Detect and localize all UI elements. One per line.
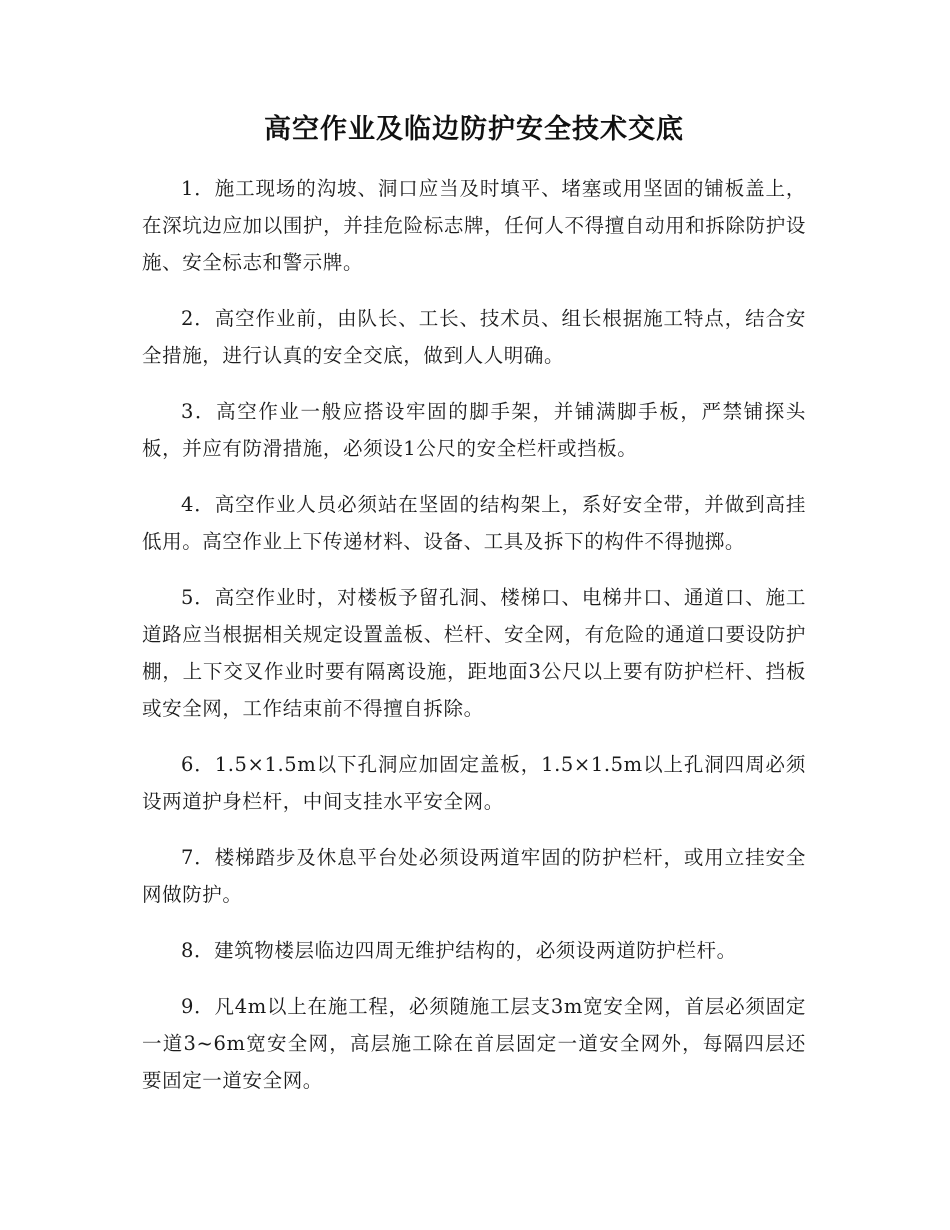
paragraph-3: 3．高空作业一般应搭设牢固的脚手架，并铺满脚手板，严禁铺探头板，并应有防滑措施，必须设1公尺的安全栏杆或挡板。 — [142, 400, 806, 460]
paragraph-2: 2．高空作业前，由队长、工长、技术员、组长根据施工特点，结合安全措施，进行认真的安全交底，做到人人明确。 — [142, 307, 806, 367]
paragraph-8: 8．建筑物楼层临边四周无维护结构的，必须设两道防护栏杆。 — [181, 939, 737, 962]
paragraph-4: 4．高空作业人员必须站在坚固的结构架上，系好安全带，并做到高挂低用。高空作业上下传递材料、设备、工具及拆下的构件不得抛掷。 — [142, 493, 806, 553]
paragraph-6: 6．1.5×1.5m以下孔洞应加固定盖板，1.5×1.5m以上孔洞四周必须设两道护身栏杆，中间支挂水平安全网。 — [142, 753, 806, 813]
paragraph-1: 1．施工现场的沟坡、洞口应当及时填平、堵塞或用坚固的铺板盖上，在深坑边应加以围护，并挂危险标志牌，任何人不得擅自动用和拆除防护设施、安全标志和警示牌。 — [142, 177, 806, 274]
document-title: 高空作业及临边防护安全技术交底 — [264, 114, 684, 145]
document-page — [142, 108, 806, 1118]
paragraph-5: 5．高空作业时，对楼板予留孔洞、楼梯口、电梯井口、通道口、施工道路应当根据相关规定设置盖板、栏杆、安全网，有危险的通道口要设防护棚，上下交叉作业时要有隔离设施，距地面3公尺以上要有防护栏杆、挡板或安全网，工作结束前不得擅自拆除。 — [142, 586, 806, 720]
paragraph-7: 7．楼梯踏步及休息平台处必须设两道牢固的防护栏杆，或用立挂安全网做防护。 — [142, 846, 806, 906]
paragraph-9: 9．凡4m以上在施工程，必须随施工层支3m宽安全网，首层必须固定一道3~6m宽安全网，高层施工除在首层固定一道安全网外，每隔四层还要固定一道安全网。 — [142, 995, 806, 1092]
